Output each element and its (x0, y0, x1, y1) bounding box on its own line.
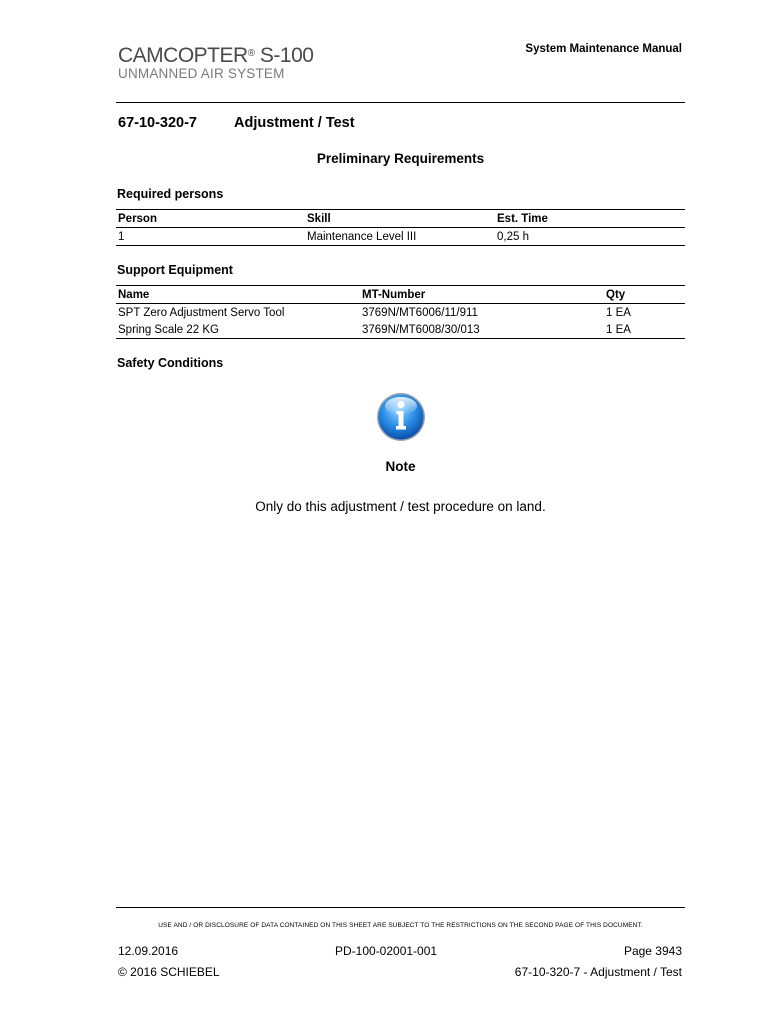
table-cell: 1 EA (606, 306, 631, 319)
table-cell: 3769N/MT6008/30/013 (362, 323, 480, 336)
table-row (116, 321, 685, 339)
footer-page-number: Page 3943 (623, 944, 682, 958)
table-cell: Spring Scale 22 KG (118, 323, 220, 336)
footer-copyright: © 2016 SCHIEBEL (118, 965, 220, 979)
column-header-name: Name (118, 288, 150, 301)
section-title: Adjustment / Test (234, 115, 355, 131)
logo-title (118, 44, 313, 68)
column-header-est-time: Est. Time (497, 212, 548, 225)
footer-doc-number: PD-100-02001-001 (335, 944, 438, 958)
logo-model: S-100 (254, 44, 314, 67)
table-cell: 1 (118, 230, 125, 243)
support-equipment-table (116, 285, 685, 339)
safety-conditions-heading: Safety Conditions (117, 356, 224, 370)
table-cell: 3769N/MT6006/11/911 (362, 306, 478, 319)
registered-mark: ® (247, 48, 255, 59)
header-divider (116, 102, 685, 103)
info-icon (376, 392, 426, 442)
table-header-row (116, 286, 685, 304)
footer-date: 12.09.2016 (118, 944, 179, 958)
column-header-skill: Skill (307, 212, 331, 225)
footer-section-ref: 67-10-320-7 - Adjustment / Test (514, 965, 682, 979)
support-equipment-heading: Support Equipment (117, 263, 233, 277)
table-row (116, 228, 685, 246)
disclosure-notice: USE AND / OR DISCLOSURE OF DATA CONTAINED ON THIS SHEET ARE SUBJECT TO THE RESTRICTIONS ON THE SECOND PAGE OF THIS DOCUMENT. (158, 922, 643, 929)
table-header-row (116, 210, 685, 228)
section-number: 67-10-320-7 (118, 115, 197, 131)
table-row (116, 304, 685, 322)
note-title: Note (385, 459, 416, 474)
preliminary-requirements-title: Preliminary Requirements (316, 151, 485, 166)
column-header-qty: Qty (606, 288, 626, 301)
required-persons-heading: Required persons (117, 187, 224, 201)
logo-subtitle: UNMANNED AIR SYSTEM (118, 66, 285, 81)
column-header-mt-number: MT-Number (362, 288, 426, 301)
manual-title: System Maintenance Manual (525, 43, 682, 55)
footer-divider (116, 907, 685, 908)
note-text: Only do this adjustment / test procedure on land. (255, 499, 546, 514)
table-cell: 0,25 h (497, 230, 529, 243)
table-cell: 1 EA (606, 323, 631, 336)
logo-brand: CAMCOPTER (118, 44, 248, 67)
table-cell: SPT Zero Adjustment Servo Tool (118, 306, 285, 319)
column-header-person: Person (118, 212, 157, 225)
required-persons-table (116, 209, 685, 246)
table-cell: Maintenance Level III (307, 230, 417, 243)
